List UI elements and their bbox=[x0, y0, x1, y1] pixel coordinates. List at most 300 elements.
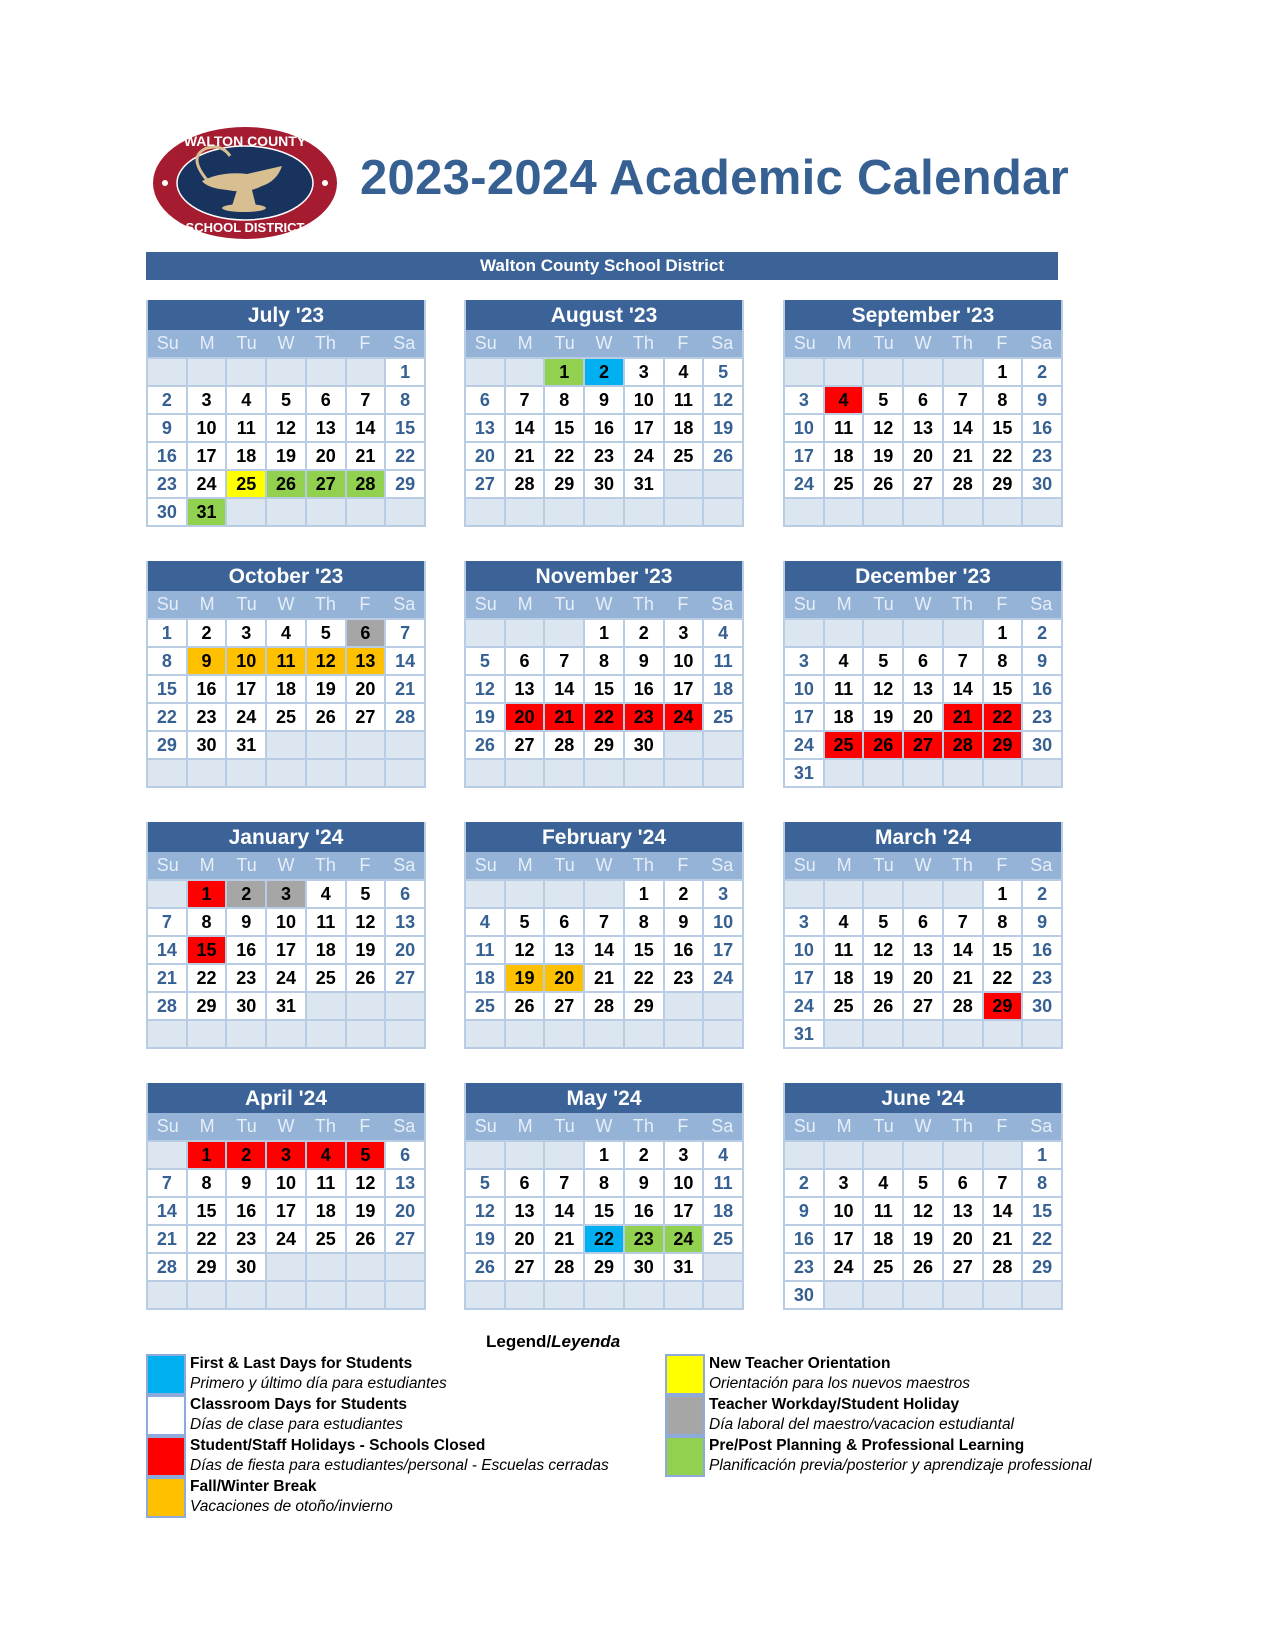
day-cell: 6 bbox=[904, 909, 942, 935]
empty-cell bbox=[665, 471, 703, 497]
month-title: June '24 bbox=[785, 1083, 1061, 1113]
day-cell: 16 bbox=[665, 937, 703, 963]
day-cell: 17 bbox=[785, 965, 823, 991]
weekday-label: Th bbox=[632, 594, 654, 614]
empty-cell bbox=[944, 1021, 982, 1047]
day-cell: 6 bbox=[466, 387, 504, 413]
empty-cell bbox=[704, 1254, 742, 1280]
day-cell: 8 bbox=[188, 1170, 226, 1196]
day-cell: 4 bbox=[825, 909, 863, 935]
day-cell: 6 bbox=[545, 909, 583, 935]
weekday-label: Tu bbox=[236, 594, 257, 614]
day-cell: 19 bbox=[506, 965, 544, 991]
empty-cell bbox=[785, 620, 823, 646]
empty-cell bbox=[347, 732, 385, 758]
day-cell: 10 bbox=[665, 648, 703, 674]
day-cell: 10 bbox=[785, 415, 823, 441]
day-cell: 16 bbox=[625, 676, 663, 702]
empty-cell bbox=[825, 1021, 863, 1047]
day-cell: 19 bbox=[347, 937, 385, 963]
day-cell: 13 bbox=[307, 415, 345, 441]
svg-text:WALTON COUNTY: WALTON COUNTY bbox=[183, 133, 307, 149]
weekday-label: M bbox=[836, 855, 852, 875]
day-cell: 12 bbox=[904, 1198, 942, 1224]
day-cell: 1 bbox=[148, 620, 186, 646]
day-cell: 5 bbox=[506, 909, 544, 935]
day-cell: 9 bbox=[665, 909, 703, 935]
day-cell: 26 bbox=[307, 704, 345, 730]
weekday-label: W bbox=[595, 333, 613, 353]
empty-cell bbox=[625, 1021, 663, 1047]
month-calendar bbox=[146, 561, 426, 788]
month-calendar bbox=[783, 561, 1063, 788]
weekday-label: Tu bbox=[554, 1116, 575, 1136]
day-cell: 10 bbox=[665, 1170, 703, 1196]
day-cell: 26 bbox=[267, 471, 305, 497]
day-cell: 16 bbox=[148, 443, 186, 469]
day-cell: 12 bbox=[864, 676, 902, 702]
weekday-label: Sa bbox=[1030, 333, 1053, 353]
day-cell: 5 bbox=[904, 1170, 942, 1196]
day-cell: 27 bbox=[904, 471, 942, 497]
weekday-label: Su bbox=[156, 1116, 179, 1136]
day-cell: 12 bbox=[704, 387, 742, 413]
day-cell: 31 bbox=[665, 1254, 703, 1280]
day-cell: 6 bbox=[506, 648, 544, 674]
empty-cell bbox=[267, 1254, 305, 1280]
day-cell: 21 bbox=[386, 676, 424, 702]
legend-label: Student/Staff Holidays - Schools Closed bbox=[190, 1437, 486, 1454]
day-cell: 29 bbox=[585, 1254, 623, 1280]
day-cell: 11 bbox=[307, 1170, 345, 1196]
legend-item bbox=[665, 1354, 1135, 1395]
weekday-label: Sa bbox=[393, 594, 416, 614]
day-cell: 2 bbox=[188, 620, 226, 646]
empty-cell bbox=[825, 760, 863, 786]
day-cell: 3 bbox=[665, 1142, 703, 1168]
empty-cell bbox=[466, 1142, 504, 1168]
day-cell: 19 bbox=[307, 676, 345, 702]
weekday-label: F bbox=[996, 594, 1008, 614]
month-title: July '23 bbox=[148, 300, 424, 330]
day-cell: 30 bbox=[1023, 732, 1061, 758]
day-cell: 13 bbox=[506, 1198, 544, 1224]
day-cell: 28 bbox=[545, 732, 583, 758]
day-cell: 28 bbox=[506, 471, 544, 497]
empty-cell bbox=[466, 1282, 504, 1308]
day-cell: 2 bbox=[665, 881, 703, 907]
weekday-label: W bbox=[277, 855, 295, 875]
day-cell: 5 bbox=[347, 1142, 385, 1168]
weekday-label: F bbox=[359, 594, 371, 614]
day-cell: 29 bbox=[585, 732, 623, 758]
empty-cell bbox=[864, 620, 902, 646]
day-cell: 9 bbox=[625, 1170, 663, 1196]
empty-cell bbox=[704, 993, 742, 1019]
empty-cell bbox=[984, 760, 1022, 786]
day-cell: 24 bbox=[267, 1226, 305, 1252]
day-cell: 29 bbox=[148, 732, 186, 758]
weekday-label: W bbox=[595, 594, 613, 614]
day-cell: 30 bbox=[1023, 993, 1061, 1019]
legend-swatch bbox=[146, 1436, 186, 1477]
day-cell: 25 bbox=[864, 1254, 902, 1280]
empty-cell bbox=[307, 499, 345, 525]
day-cell: 29 bbox=[984, 471, 1022, 497]
day-cell: 13 bbox=[347, 648, 385, 674]
weekday-label: M bbox=[517, 333, 533, 353]
empty-cell bbox=[307, 359, 345, 385]
day-cell: 31 bbox=[625, 471, 663, 497]
day-cell: 12 bbox=[506, 937, 544, 963]
empty-cell bbox=[704, 471, 742, 497]
day-cell: 9 bbox=[148, 415, 186, 441]
day-cell: 4 bbox=[227, 387, 265, 413]
day-cell: 20 bbox=[347, 676, 385, 702]
day-cell: 26 bbox=[904, 1254, 942, 1280]
weekday-label: F bbox=[677, 333, 689, 353]
day-cell: 30 bbox=[227, 993, 265, 1019]
day-cell: 7 bbox=[984, 1170, 1022, 1196]
weekday-label: F bbox=[996, 855, 1008, 875]
day-cell: 22 bbox=[585, 704, 623, 730]
weekday-label: Tu bbox=[236, 855, 257, 875]
day-cell: 25 bbox=[466, 993, 504, 1019]
weekday-label: Sa bbox=[1030, 1116, 1053, 1136]
weekday-label: Su bbox=[793, 1116, 816, 1136]
empty-cell bbox=[347, 1254, 385, 1280]
legend-label: Teacher Workday/Student Holiday bbox=[709, 1396, 960, 1413]
empty-cell bbox=[1023, 760, 1061, 786]
empty-cell bbox=[386, 1254, 424, 1280]
day-cell: 30 bbox=[1023, 471, 1061, 497]
weekday-header bbox=[466, 852, 742, 879]
empty-cell bbox=[625, 499, 663, 525]
day-cell: 17 bbox=[665, 1198, 703, 1224]
empty-cell bbox=[825, 359, 863, 385]
day-cell: 9 bbox=[227, 909, 265, 935]
month-title: February '24 bbox=[466, 822, 742, 852]
day-cell: 12 bbox=[466, 1198, 504, 1224]
empty-cell bbox=[347, 499, 385, 525]
weekday-label: Th bbox=[951, 1116, 973, 1136]
legend-swatch bbox=[146, 1477, 186, 1518]
empty-cell bbox=[825, 881, 863, 907]
day-cell: 9 bbox=[227, 1170, 265, 1196]
weekday-label: W bbox=[595, 855, 613, 875]
empty-cell bbox=[545, 881, 583, 907]
empty-cell bbox=[506, 359, 544, 385]
legend-label: First & Last Days for Students bbox=[190, 1355, 413, 1372]
day-cell: 17 bbox=[704, 937, 742, 963]
empty-cell bbox=[227, 499, 265, 525]
empty-cell bbox=[227, 1021, 265, 1047]
weekday-label: Sa bbox=[1030, 594, 1053, 614]
day-cell: 8 bbox=[188, 909, 226, 935]
day-cell: 3 bbox=[785, 909, 823, 935]
weekday-label: Su bbox=[793, 594, 816, 614]
day-cell: 17 bbox=[625, 415, 663, 441]
day-cell: 27 bbox=[944, 1254, 982, 1280]
day-cell: 30 bbox=[625, 1254, 663, 1280]
day-cell: 9 bbox=[625, 648, 663, 674]
day-cell: 8 bbox=[984, 387, 1022, 413]
day-cell: 31 bbox=[267, 993, 305, 1019]
weekday-label: Th bbox=[314, 855, 336, 875]
day-cell: 22 bbox=[386, 443, 424, 469]
day-cell: 23 bbox=[625, 704, 663, 730]
day-cell: 29 bbox=[984, 732, 1022, 758]
day-cell: 8 bbox=[545, 387, 583, 413]
day-cell: 21 bbox=[944, 443, 982, 469]
day-cell: 16 bbox=[785, 1226, 823, 1252]
empty-cell bbox=[944, 620, 982, 646]
day-cell: 11 bbox=[665, 387, 703, 413]
weekday-header bbox=[785, 1113, 1061, 1140]
day-cell: 11 bbox=[307, 909, 345, 935]
empty-cell bbox=[944, 1282, 982, 1308]
day-cell: 31 bbox=[188, 499, 226, 525]
day-cell: 16 bbox=[1023, 937, 1061, 963]
month-title: December '23 bbox=[785, 561, 1061, 591]
day-cell: 28 bbox=[585, 993, 623, 1019]
weekday-label: Su bbox=[793, 855, 816, 875]
day-cell: 23 bbox=[227, 965, 265, 991]
weekday-label: M bbox=[836, 333, 852, 353]
day-cell: 3 bbox=[267, 881, 305, 907]
day-cell: 21 bbox=[347, 443, 385, 469]
day-cell: 13 bbox=[386, 1170, 424, 1196]
day-cell: 18 bbox=[466, 965, 504, 991]
empty-cell bbox=[506, 881, 544, 907]
legend-label-es: Días de clase para estudiantes bbox=[190, 1416, 403, 1433]
weekday-label: Tu bbox=[554, 855, 575, 875]
empty-cell bbox=[188, 359, 226, 385]
day-cell: 1 bbox=[585, 1142, 623, 1168]
day-cell: 8 bbox=[625, 909, 663, 935]
day-cell: 5 bbox=[347, 881, 385, 907]
day-cell: 13 bbox=[386, 909, 424, 935]
day-cell: 19 bbox=[347, 1198, 385, 1224]
weekday-header bbox=[148, 591, 424, 618]
day-cell: 6 bbox=[506, 1170, 544, 1196]
day-cell: 24 bbox=[785, 993, 823, 1019]
day-cell: 30 bbox=[785, 1282, 823, 1308]
day-cell: 2 bbox=[785, 1170, 823, 1196]
legend-label: Fall/Winter Break bbox=[190, 1478, 317, 1495]
weekday-label: F bbox=[677, 855, 689, 875]
day-cell: 22 bbox=[188, 1226, 226, 1252]
month-calendar bbox=[464, 1083, 744, 1310]
day-cell: 5 bbox=[704, 359, 742, 385]
day-cell: 10 bbox=[267, 1170, 305, 1196]
day-cell: 6 bbox=[307, 387, 345, 413]
day-cell: 17 bbox=[188, 443, 226, 469]
empty-cell bbox=[864, 881, 902, 907]
empty-cell bbox=[785, 499, 823, 525]
day-cell: 3 bbox=[825, 1170, 863, 1196]
day-cell: 4 bbox=[267, 620, 305, 646]
day-cell: 24 bbox=[785, 732, 823, 758]
day-cell: 21 bbox=[545, 704, 583, 730]
day-cell: 19 bbox=[466, 704, 504, 730]
weekday-label: Tu bbox=[873, 855, 894, 875]
day-cell: 11 bbox=[704, 648, 742, 674]
day-cell: 6 bbox=[904, 387, 942, 413]
day-cell: 15 bbox=[148, 676, 186, 702]
day-cell: 18 bbox=[227, 443, 265, 469]
day-cell: 14 bbox=[506, 415, 544, 441]
weekday-label: F bbox=[996, 1116, 1008, 1136]
day-cell: 17 bbox=[665, 676, 703, 702]
day-cell: 1 bbox=[188, 881, 226, 907]
legend-item bbox=[665, 1395, 1135, 1436]
weekday-label: F bbox=[359, 1116, 371, 1136]
day-cell: 1 bbox=[545, 359, 583, 385]
day-cell: 12 bbox=[347, 1170, 385, 1196]
day-cell: 27 bbox=[307, 471, 345, 497]
day-cell: 31 bbox=[227, 732, 265, 758]
weekday-label: Su bbox=[474, 594, 497, 614]
day-cell: 17 bbox=[825, 1226, 863, 1252]
empty-cell bbox=[825, 499, 863, 525]
day-cell: 1 bbox=[625, 881, 663, 907]
day-cell: 20 bbox=[904, 443, 942, 469]
day-cell: 25 bbox=[704, 704, 742, 730]
district-banner: Walton County School District bbox=[146, 252, 1058, 280]
empty-cell bbox=[704, 732, 742, 758]
day-cell: 29 bbox=[386, 471, 424, 497]
day-cell: 19 bbox=[904, 1226, 942, 1252]
day-cell: 24 bbox=[825, 1254, 863, 1280]
day-cell: 25 bbox=[665, 443, 703, 469]
empty-cell bbox=[466, 760, 504, 786]
weekday-label: Sa bbox=[711, 1116, 734, 1136]
empty-cell bbox=[386, 499, 424, 525]
empty-cell bbox=[785, 359, 823, 385]
legend-swatch bbox=[665, 1354, 705, 1395]
month-calendar bbox=[146, 300, 426, 527]
empty-cell bbox=[704, 760, 742, 786]
weekday-label: F bbox=[359, 855, 371, 875]
empty-cell bbox=[307, 1021, 345, 1047]
empty-cell bbox=[386, 732, 424, 758]
empty-cell bbox=[665, 732, 703, 758]
day-cell: 9 bbox=[1023, 648, 1061, 674]
weekday-label: F bbox=[677, 594, 689, 614]
weekday-header bbox=[148, 330, 424, 357]
legend-label-es: Orientación para los nuevos maestros bbox=[709, 1375, 971, 1392]
weekday-label: M bbox=[836, 594, 852, 614]
month-calendar bbox=[783, 822, 1063, 1049]
empty-cell bbox=[1023, 1282, 1061, 1308]
weekday-header bbox=[148, 852, 424, 879]
day-cell: 11 bbox=[267, 648, 305, 674]
weekday-label: W bbox=[914, 1116, 932, 1136]
day-cell: 12 bbox=[864, 415, 902, 441]
day-cell: 3 bbox=[227, 620, 265, 646]
day-cell: 5 bbox=[864, 387, 902, 413]
weekday-header bbox=[785, 591, 1061, 618]
day-cell: 29 bbox=[188, 1254, 226, 1280]
day-cell: 8 bbox=[984, 648, 1022, 674]
day-cell: 22 bbox=[545, 443, 583, 469]
day-cell: 4 bbox=[825, 387, 863, 413]
empty-cell bbox=[665, 993, 703, 1019]
day-cell: 5 bbox=[466, 1170, 504, 1196]
day-cell: 5 bbox=[864, 909, 902, 935]
day-cell: 29 bbox=[984, 993, 1022, 1019]
day-cell: 14 bbox=[545, 1198, 583, 1224]
day-cell: 20 bbox=[506, 1226, 544, 1252]
day-cell: 8 bbox=[585, 648, 623, 674]
weekday-label: M bbox=[836, 1116, 852, 1136]
day-cell: 25 bbox=[825, 993, 863, 1019]
empty-cell bbox=[625, 1282, 663, 1308]
weekday-label: W bbox=[914, 594, 932, 614]
empty-cell bbox=[506, 499, 544, 525]
day-cell: 20 bbox=[904, 965, 942, 991]
empty-cell bbox=[386, 993, 424, 1019]
day-cell: 7 bbox=[944, 648, 982, 674]
page-title: 2023-2024 Academic Calendar bbox=[360, 151, 1070, 205]
day-cell: 7 bbox=[944, 387, 982, 413]
day-cell: 18 bbox=[665, 415, 703, 441]
day-cell: 26 bbox=[864, 993, 902, 1019]
weekday-label: Sa bbox=[393, 1116, 416, 1136]
empty-cell bbox=[227, 359, 265, 385]
day-cell: 24 bbox=[665, 1226, 703, 1252]
empty-cell bbox=[267, 732, 305, 758]
day-cell: 22 bbox=[585, 1226, 623, 1252]
legend-swatch bbox=[665, 1436, 705, 1477]
weekday-label: Su bbox=[793, 333, 816, 353]
day-cell: 20 bbox=[944, 1226, 982, 1252]
empty-cell bbox=[864, 1142, 902, 1168]
weekday-header bbox=[466, 591, 742, 618]
empty-cell bbox=[545, 620, 583, 646]
empty-cell bbox=[665, 499, 703, 525]
day-cell: 4 bbox=[307, 1142, 345, 1168]
empty-cell bbox=[944, 760, 982, 786]
day-cell: 11 bbox=[825, 937, 863, 963]
empty-cell bbox=[864, 499, 902, 525]
empty-cell bbox=[904, 1021, 942, 1047]
day-cell: 27 bbox=[506, 1254, 544, 1280]
day-cell: 29 bbox=[545, 471, 583, 497]
day-cell: 31 bbox=[785, 1021, 823, 1047]
day-cell: 1 bbox=[984, 620, 1022, 646]
empty-cell bbox=[545, 499, 583, 525]
day-cell: 1 bbox=[386, 359, 424, 385]
weekday-label: Th bbox=[632, 333, 654, 353]
day-cell: 8 bbox=[585, 1170, 623, 1196]
empty-cell bbox=[227, 760, 265, 786]
empty-cell bbox=[825, 1142, 863, 1168]
day-cell: 24 bbox=[665, 704, 703, 730]
empty-cell bbox=[984, 1021, 1022, 1047]
day-cell: 21 bbox=[148, 965, 186, 991]
day-cell: 15 bbox=[188, 1198, 226, 1224]
empty-cell bbox=[347, 760, 385, 786]
month-calendar bbox=[146, 822, 426, 1049]
day-cell: 27 bbox=[466, 471, 504, 497]
day-cell: 23 bbox=[1023, 443, 1061, 469]
empty-cell bbox=[1023, 1021, 1061, 1047]
empty-cell bbox=[267, 1282, 305, 1308]
day-cell: 15 bbox=[585, 1198, 623, 1224]
day-cell: 7 bbox=[148, 1170, 186, 1196]
